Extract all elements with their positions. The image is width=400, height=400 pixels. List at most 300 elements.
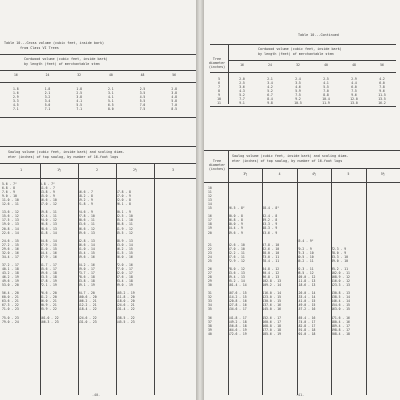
table-cell: 5.5: [139, 99, 146, 104]
column-header: 16: [13, 73, 18, 77]
table-cell: 11.0 - 10: [2, 198, 19, 203]
table-cell: 112.2 - 21: [78, 303, 97, 308]
right-table-title: Table 10.--Continued: [298, 33, 339, 37]
table-cell: 5.8 - 7²: [40, 182, 55, 186]
table-cell: 89.4 - 13: [228, 275, 245, 280]
column-header: 2½: [133, 168, 137, 172]
table-cell: 16.6 - 7: [78, 190, 93, 195]
table-cell: 80.5 - 10: [296, 254, 314, 259]
table-cell: 84.8 - 12: [262, 266, 280, 271]
table-cell: 102.8 - 13: [262, 279, 282, 284]
left-t2-column-headers: [2, 168, 192, 172]
table-cell: 7.5: [295, 93, 301, 98]
table-cell: 124.6 - 22: [78, 315, 97, 320]
table-cell: 145.5 - 23: [116, 319, 135, 324]
table-cell: 63.5 - 18: [40, 275, 57, 280]
table-cell: 25: [208, 258, 212, 263]
table-cell: 53.0 - 14: [116, 242, 133, 247]
table-cell: 2.4: [295, 77, 301, 81]
table-cell: 4.4: [351, 81, 357, 86]
table-cell: 11.5: [378, 93, 386, 98]
table-cell: 77.0 - 17: [116, 266, 133, 271]
left-t1-rule-top: [0, 54, 196, 55]
table-cell: 6.0: [351, 85, 357, 90]
table-cell: 79.0 - 24: [2, 319, 19, 324]
table-cell: 149.0 - 15: [296, 303, 316, 308]
table-cell: 15.0 - 9: [40, 194, 55, 199]
table-cell: 7.7: [239, 97, 245, 102]
table-cell: 11.9: [322, 101, 330, 106]
table-cell: 47.9 - 16: [40, 254, 57, 259]
table-cell: 172.6 - 19: [228, 331, 247, 336]
table-cell: 109.2 - 14: [262, 283, 282, 288]
table-cell: 73.7 - 17: [78, 271, 95, 276]
table-cell: 13.5: [378, 97, 386, 102]
table-cell: 177.0 - 18: [262, 327, 282, 332]
table-cell: 13.6 - 12: [2, 210, 19, 215]
table-cell: 26.8 - 13: [40, 222, 57, 227]
table-cell: 75.0 - 23: [2, 315, 19, 320]
table-cell: 95.2 - 14: [228, 279, 245, 284]
table-cell: 3.5: [139, 91, 146, 96]
table-cell: 130.0 - 15: [262, 299, 282, 304]
column-header: 1½: [57, 168, 61, 172]
table-cell: 34.8 - 14: [40, 238, 57, 243]
table-cell: 146.4 - 14: [331, 299, 350, 304]
table-cell: 66.0 - 16: [116, 254, 133, 259]
table-cell: 32.5 - 10: [116, 214, 133, 219]
column-header: 24: [268, 63, 272, 67]
table-cell: 30.1 - 9: [116, 210, 131, 215]
table-cell: 8.5: [171, 107, 177, 112]
table-cell: 7.1: [76, 107, 82, 112]
table-cell: 5: [218, 77, 220, 81]
table-cell: 189.4 - 17: [331, 323, 350, 328]
table-cell: 2.5: [139, 87, 146, 91]
table-cell: 72.9 - 12: [228, 258, 245, 263]
right-t1-rule-mid: [228, 60, 396, 61]
table-cell: 53.0 - 20: [2, 283, 19, 288]
table-cell: 18: [208, 222, 212, 227]
left-t2-rule-mid: [0, 163, 196, 164]
table-cell: 45.5 - 12: [116, 230, 133, 235]
table-cell: 118.0 - 20: [116, 299, 135, 304]
table-cell: 99.0 - 19: [116, 283, 133, 288]
table-cell: 9.1: [239, 101, 245, 106]
table-cell: 13.0: [350, 101, 358, 106]
table-cell: 28.4 - 8²: [262, 206, 280, 211]
table-cell: 40: [208, 331, 212, 336]
table-cell: 182.8 - 17: [296, 323, 316, 328]
table-cell: 4.1: [76, 99, 82, 104]
table-cell: 7.0: [171, 103, 177, 108]
table-cell: 154.6 - 15: [331, 303, 350, 308]
table-cell: 3.3: [13, 99, 19, 104]
table-cell: 17.0 - 9: [116, 194, 131, 199]
left-t2-header2: eter (inches) of top sawlog, by number of 16-foot logs: [8, 155, 119, 159]
table-cell: 4.6: [295, 85, 301, 90]
left-t1-rule-bottom: [0, 117, 196, 118]
table-cell: 6.7: [267, 93, 273, 98]
table-cell: 15: [208, 206, 212, 211]
left-table-subtitle: from Class VI Trees: [20, 46, 59, 50]
table-cell: 28.6 - 13: [40, 226, 57, 231]
table-cell: 73.0 - 11: [262, 254, 280, 259]
table-cell: 7.8: [379, 85, 385, 90]
table-cell: 16: [208, 214, 212, 219]
table-cell: 62.6 - 10: [262, 246, 280, 251]
table-cell: 111.8 - 13: [296, 279, 316, 284]
right-t1-header2: by length (feet) of merchantable stem: [258, 52, 334, 56]
table-cell: 106.2 - 21: [78, 299, 97, 304]
table-cell: 43.2 - 18: [2, 271, 19, 276]
table-cell: 133.4 - 14: [296, 295, 316, 300]
table-cell: 5.8: [171, 99, 177, 104]
table-cell: 5.2: [267, 89, 273, 94]
table-cell: 108.9 - 12: [331, 275, 350, 280]
table-cell: 101.4 - 14: [228, 283, 247, 288]
table-cell: 49.6 - 9: [228, 230, 243, 235]
table-cell: 9.0 - 10: [2, 194, 17, 199]
table-cell: 191.8 - 18: [296, 327, 316, 332]
table-cell: 35.1 - 10: [116, 218, 133, 223]
table-cell: 67.6 - 11: [228, 254, 245, 259]
table-cell: 27.8 - 10: [78, 214, 95, 219]
table-cell: 57.8 - 10: [262, 242, 280, 247]
table-cell: 138.5 - 22: [116, 315, 135, 320]
left-t1-header: Cordwood volume (cubic feet, inside bark): [24, 57, 108, 61]
table-cell: 3.1: [108, 91, 114, 96]
right-t1-body: [210, 77, 396, 105]
left-t1-header2: by length (feet) of merchantable stem: [24, 62, 100, 66]
table-cell: 29: [208, 279, 212, 284]
column-header: 3½: [243, 172, 248, 176]
table-cell: 24.0 - 12: [40, 218, 57, 223]
table-cell: 7.0: [139, 103, 146, 108]
table-cell: 3.4: [44, 99, 51, 104]
table-cell: 19.2 - 9: [78, 198, 93, 203]
right-t2-column-headers: [228, 172, 400, 176]
table-cell: 7.5: [351, 89, 357, 94]
table-cell: 36: [208, 315, 212, 320]
table-cell: 90.9 - 21: [40, 303, 57, 308]
table-cell: 106.3 - 23: [40, 319, 59, 324]
left-table-title: Table 10.--Gross volume (cubic feet, inside bark): [4, 41, 105, 45]
table-cell: 8.4: [267, 97, 273, 102]
table-cell: 124.6 - 21: [116, 303, 135, 308]
table-cell: 10: [208, 186, 212, 190]
left-t1-column-headers: [0, 73, 190, 77]
table-cell: 3.4: [267, 81, 273, 86]
table-cell: 86.2 - 11: [296, 258, 314, 263]
table-cell: 32: [208, 295, 212, 300]
table-cell: 2.5: [323, 77, 329, 81]
left-page-number: -40-: [92, 393, 101, 397]
table-cell: 44.4 - 16: [40, 250, 57, 255]
table-cell: 114.2 - 15: [228, 295, 247, 300]
table-cell: 131.4 - 22: [116, 307, 135, 312]
table-cell: 26.5 - 8²: [228, 206, 245, 211]
table-cell: 9.2: [295, 97, 301, 102]
column-header: 32: [77, 73, 82, 77]
left-t1-body: [0, 87, 190, 111]
right-page-number: -41-: [296, 393, 305, 397]
table-cell: 105.0 - 12: [296, 275, 316, 280]
table-cell: 2.1: [267, 77, 273, 81]
table-cell: 8.0: [108, 107, 114, 112]
table-cell: 44.4 - 9: [228, 226, 243, 231]
table-cell: 9.6: [351, 93, 357, 98]
table-cell: 17.8 - 8: [116, 190, 131, 195]
table-cell: 7.5: [139, 107, 146, 112]
table-cell: 48.9 - 13: [116, 238, 133, 243]
table-cell: 141.8 - 17: [228, 315, 247, 320]
table-cell: 180.4 - 16: [331, 319, 350, 324]
table-cell: 34.4 - 17: [2, 254, 19, 259]
left-t2-rule-top: [0, 146, 196, 147]
column-header: 32: [296, 63, 300, 67]
left-t2-header: Sawlog volume (cubic feet, inside bark) and scaling diam-: [8, 150, 125, 154]
table-cell: 96.8 - 13: [262, 275, 280, 280]
table-cell: 55.4 - 15: [78, 250, 95, 255]
table-cell: 22.6 - 14: [2, 230, 19, 235]
table-cell: 48.3 - 9: [262, 226, 278, 231]
table-cell: 102.0 - 11: [331, 270, 350, 275]
table-cell: 52.6 - 10: [228, 242, 245, 247]
right-t2-body: [208, 186, 400, 336]
table-cell: 130.8 - 13: [331, 291, 350, 296]
table-cell: 27: [208, 270, 212, 275]
table-cell: 24: [208, 254, 212, 259]
table-cell: 83.3 - 10: [331, 254, 348, 259]
table-cell: 126.0 - 14: [296, 291, 316, 296]
table-cell: 137.6 - 16: [262, 303, 282, 308]
table-cell: 31.8 - 14: [40, 230, 57, 235]
table-cell: 9.6: [379, 89, 385, 94]
table-cell: [366, 332, 400, 336]
table-cell: 38: [208, 323, 212, 328]
left-t2-rule-head: [0, 178, 196, 179]
table-cell: 32.0 - 16: [2, 250, 19, 255]
table-cell: 10: [217, 97, 221, 102]
table-cell: 64.2 - 16: [78, 262, 95, 267]
right-t1-header: Cordwood volume (cubic feet, inside bark): [258, 47, 342, 51]
table-cell: 81.2 - 20: [40, 295, 57, 300]
table-cell: 7.0: [323, 89, 329, 94]
table-cell: 6.0: [379, 81, 385, 86]
table-cell: 36.6 - 12: [78, 226, 95, 231]
table-cell: 30.6 - 11: [78, 218, 95, 223]
table-cell: 2.8: [171, 87, 177, 91]
table-cell: 5.2: [239, 93, 245, 98]
table-cell: 78.4 - 11: [262, 258, 280, 263]
table-cell: 22.0 - 8: [116, 198, 131, 203]
table-cell: 90.4 - 12: [262, 270, 280, 275]
table-cell: 1.6: [13, 91, 19, 96]
right-t2-stub-1: Tree: [212, 159, 222, 163]
table-cell: 39: [208, 327, 212, 332]
table-cell: 21.8 - 9: [78, 202, 93, 207]
right-t1-column-headers: [228, 63, 396, 67]
table-cell: 4.3: [239, 89, 245, 94]
table-cell: 37: [208, 319, 212, 324]
table-cell: 1.8: [13, 87, 19, 91]
table-cell: 4.1: [323, 81, 329, 86]
table-cell: 40.1 - 18: [2, 266, 19, 271]
table-cell: 12.0: [350, 97, 358, 102]
column-header: 48: [352, 63, 356, 67]
table-cell: 36.8 - 8: [228, 218, 243, 223]
table-cell: 89.0 - 10: [331, 258, 348, 263]
table-cell: 17.0 - 12: [40, 202, 57, 207]
table-cell: 198.8 - 17: [331, 327, 350, 332]
table-cell: 23: [208, 250, 212, 255]
table-cell: 63.6 - 21: [2, 299, 19, 304]
table-cell: 20: [208, 230, 212, 235]
table-cell: 7: [218, 85, 220, 90]
table-cell: 6: [218, 81, 220, 86]
table-cell: 71.0 - 23: [2, 307, 19, 312]
right-t2-rule-head: [204, 182, 400, 183]
table-cell: 34: [208, 303, 212, 308]
table-cell: 78.0 - 9: [331, 250, 347, 255]
table-cell: 4.5: [139, 95, 146, 100]
table-cell: 116.0 - 14: [262, 291, 282, 296]
table-cell: [154, 320, 192, 324]
table-cell: 10.4: [322, 97, 330, 102]
table-cell: 78.0 - 12: [228, 266, 245, 271]
table-cell: 101.0 - 22: [40, 315, 59, 320]
column-header: 1: [20, 168, 22, 172]
table-cell: 2.5: [76, 91, 82, 96]
table-cell: 95.2 - 11: [331, 266, 348, 271]
table-cell: 69.0 - 17: [78, 266, 95, 271]
table-cell: 76.6 - 20: [40, 291, 57, 296]
table-cell: 19.8 - 11: [40, 210, 57, 215]
table-cell: 86.0 - 21: [40, 299, 57, 304]
table-cell: 107.6 - 15: [228, 291, 247, 296]
table-cell: 24.6 - 9: [78, 210, 93, 215]
right-t1-stub-3: (inches): [208, 65, 226, 69]
right-t2-header: Sawlog volume (cubic feet, inside bark) and scaling diam-: [232, 154, 349, 158]
table-cell: 57.0 - 10: [228, 246, 245, 251]
table-cell: 100.6 - 20: [78, 295, 97, 300]
table-cell: 127.8 - 16: [228, 303, 247, 308]
column-header: 5: [347, 172, 350, 176]
table-cell: 15.6 - 12: [2, 214, 19, 219]
column-header: 24: [45, 73, 50, 77]
table-cell: 75.3 - 10: [296, 250, 314, 255]
column-header: 2: [96, 168, 98, 172]
table-cell: 87.6 - 18: [116, 275, 133, 280]
right-page: [204, 0, 400, 400]
table-cell: 4.1: [108, 95, 114, 100]
table-cell: 14: [208, 202, 212, 207]
table-cell: 26: [208, 266, 212, 271]
table-cell: 165.4 - 16: [296, 315, 316, 320]
table-cell: 4.2: [379, 77, 385, 81]
table-cell: 1.8: [44, 87, 51, 91]
table-cell: 2.5: [239, 81, 245, 86]
column-header: 56: [380, 63, 384, 67]
table-cell: 5.1: [108, 99, 114, 104]
table-cell: 31: [208, 291, 212, 296]
table-cell: 59.6 - 18: [40, 271, 57, 276]
table-cell: 56.2 - 15: [116, 246, 133, 251]
table-cell: 7.1: [44, 107, 51, 112]
table-cell: 13.8 - 9: [40, 190, 55, 195]
table-cell: 28: [208, 275, 212, 280]
table-cell: 171.6 - 16: [331, 315, 350, 320]
table-cell: 61.5 - 15: [116, 250, 133, 255]
table-cell: 21: [208, 242, 212, 247]
table-cell: 89.1 - 19: [78, 283, 95, 288]
table-cell: 22.4 - 11: [40, 214, 57, 219]
table-cell: 10.5: [294, 101, 302, 106]
table-cell: 174.0 - 17: [296, 319, 316, 324]
table-cell: 33.6 - 11: [78, 222, 95, 227]
table-cell: 59.6 - 16: [78, 254, 95, 259]
table-cell: 134.6 - 17: [228, 307, 247, 312]
table-cell: 20.8 - 14: [2, 226, 19, 231]
table-cell: 163.0 - 15: [331, 307, 350, 312]
table-cell: 138.5 - 14: [331, 295, 350, 300]
table-cell: 53.6 - 9: [262, 230, 278, 235]
table-cell: 82.0 - 17: [116, 271, 133, 276]
table-cell: 65.4 - 9²: [296, 238, 314, 243]
table-cell: 208.4 - 18: [331, 331, 350, 336]
table-cell: 94.7 - 20: [78, 291, 95, 296]
table-cell: 17: [208, 218, 212, 223]
table-cell: 67.8 - 19: [40, 279, 57, 284]
table-cell: 156.8 - 18: [228, 323, 247, 328]
table-cell: 19.0 - 13: [2, 222, 19, 227]
table-cell: 39.2 - 8: [262, 218, 278, 223]
column-header: 40: [108, 73, 113, 77]
table-cell: 141.0 - 15: [296, 299, 316, 304]
table-cell: 24.6 - 15: [2, 238, 19, 243]
table-cell: 22: [208, 246, 212, 251]
table-cell: 72.3 - 9: [331, 246, 347, 251]
table-cell: 70.2 - 9: [296, 246, 312, 251]
table-cell: 27.2 - 15: [2, 242, 19, 247]
left-t2-body: [2, 182, 192, 324]
table-cell: 95.9 - 22: [40, 307, 57, 312]
table-cell: 5.6 - 7²: [2, 182, 17, 186]
table-cell: 118.4 - 22: [78, 307, 97, 312]
table-cell: 78.6 - 18: [78, 275, 95, 280]
table-cell: 98.5 - 12: [296, 270, 314, 275]
table-cell: 30.0 - 8: [228, 214, 243, 219]
table-cell: 3.2: [44, 95, 51, 100]
table-cell: 8.8: [323, 93, 329, 98]
column-header: 40: [324, 63, 328, 67]
table-cell: 2.1: [44, 91, 51, 96]
table-cell: 16.2: [378, 101, 386, 106]
left-t1-rule-head: [0, 82, 196, 83]
table-cell: 60.0 - 21: [2, 295, 19, 300]
table-cell: 201.0 - 18: [296, 331, 316, 336]
table-cell: 3.5: [295, 81, 301, 86]
right-t2-stub-3: (inches): [208, 167, 226, 171]
table-cell: 32.4 - 8: [262, 214, 278, 219]
table-cell: 6.8 - 8: [2, 186, 16, 191]
table-cell: 43.3 - 9: [262, 222, 278, 227]
left-t1-rule-mid: [0, 70, 196, 71]
table-cell: 4.5: [13, 103, 19, 108]
table-cell: 51.7 - 17: [40, 262, 57, 267]
table-cell: 123.0 - 15: [262, 295, 282, 300]
